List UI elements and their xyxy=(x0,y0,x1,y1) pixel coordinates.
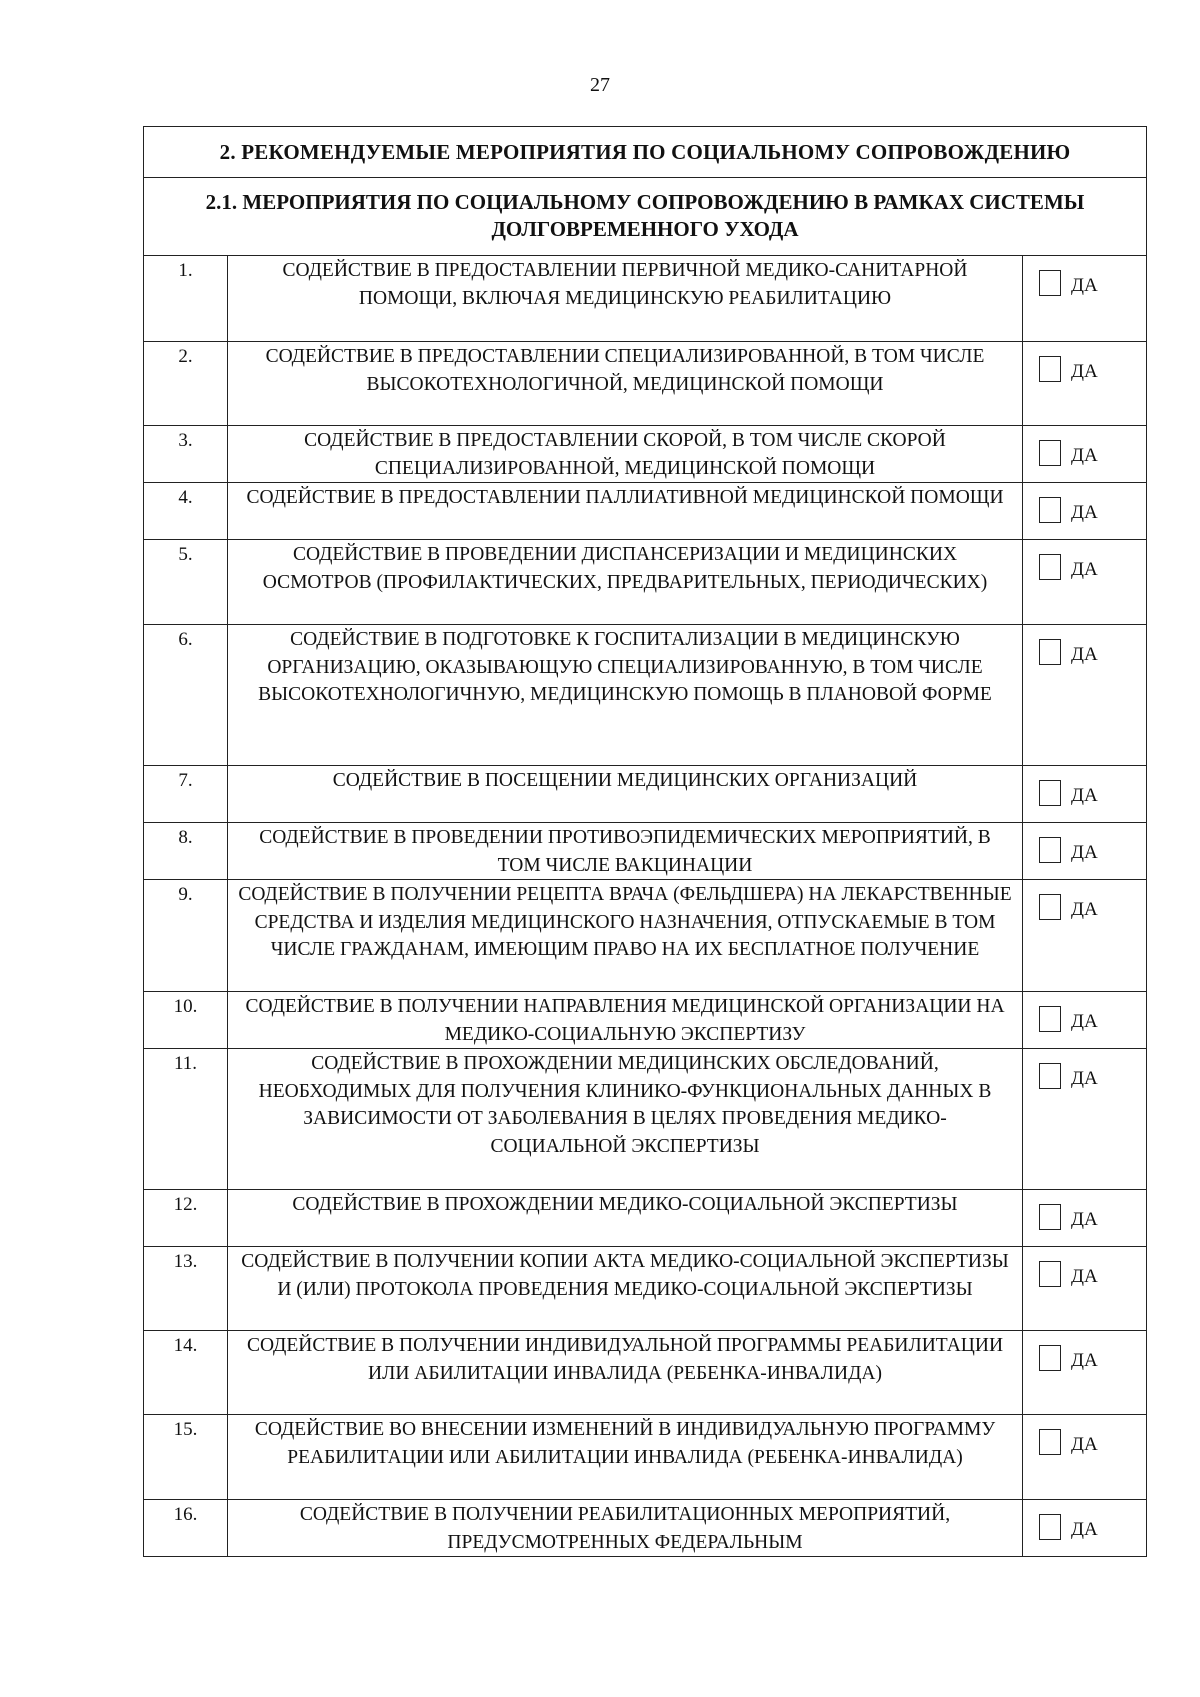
row-checkbox-cell xyxy=(1023,1190,1147,1247)
row-text: СОДЕЙСТВИЕ В ПОЛУЧЕНИИ РЕАБИЛИТАЦИОННЫХ МЕРОПРИЯТИЙ, ПРЕДУСМОТРЕННЫХ ФЕДЕРАЛЬНЫМ xyxy=(228,1500,1023,1557)
table-row xyxy=(144,766,1147,823)
yes-option[interactable] xyxy=(1023,1429,1146,1455)
table-row xyxy=(144,426,1147,483)
table-row xyxy=(144,256,1147,342)
row-checkbox-cell xyxy=(1023,1500,1147,1557)
yes-label: ДА xyxy=(1071,644,1098,665)
table-row xyxy=(144,1415,1147,1500)
yes-option[interactable] xyxy=(1023,837,1146,863)
yes-checkbox[interactable] xyxy=(1039,1514,1061,1540)
yes-label: ДА xyxy=(1071,1266,1098,1287)
row-number: 16. xyxy=(144,1500,228,1557)
row-text: СОДЕЙСТВИЕ В ПОЛУЧЕНИИ РЕЦЕПТА ВРАЧА (ФЕЛЬДШЕРА) НА ЛЕКАРСТВЕННЫЕ СРЕДСТВА И ИЗДЕЛИЯ МЕДИЦИНСКОГО НАЗНАЧЕНИЯ, ОТПУСКАЕМЫЕ В ТОМ ЧИСЛЕ ГРАЖДАНАМ, ИМЕЮЩИМ ПРАВО НА ИХ БЕСПЛАТНОЕ ПОЛУЧЕНИЕ xyxy=(228,880,1023,992)
yes-checkbox[interactable] xyxy=(1039,1063,1061,1089)
measures-table xyxy=(143,126,1147,1557)
row-checkbox-cell xyxy=(1023,625,1147,766)
yes-option[interactable] xyxy=(1023,1514,1146,1540)
table-row xyxy=(144,1190,1147,1247)
row-text: СОДЕЙСТВИЕ ВО ВНЕСЕНИИ ИЗМЕНЕНИЙ В ИНДИВИДУАЛЬНУЮ ПРОГРАММУ РЕАБИЛИТАЦИИ ИЛИ АБИЛИТАЦИИ ИНВАЛИДА (РЕБЕНКА-ИНВАЛИДА) xyxy=(228,1415,1023,1500)
yes-option[interactable] xyxy=(1023,1006,1146,1032)
yes-option[interactable] xyxy=(1023,1261,1146,1287)
row-text: СОДЕЙСТВИЕ В ПРЕДОСТАВЛЕНИИ ПАЛЛИАТИВНОЙ МЕДИЦИНСКОЙ ПОМОЩИ xyxy=(228,483,1023,540)
yes-label: ДА xyxy=(1071,1068,1098,1089)
yes-checkbox[interactable] xyxy=(1039,837,1061,863)
row-number: 8. xyxy=(144,823,228,880)
yes-checkbox[interactable] xyxy=(1039,356,1061,382)
row-text: СОДЕЙСТВИЕ В ПРОВЕДЕНИИ ПРОТИВОЭПИДЕМИЧЕСКИХ МЕРОПРИЯТИЙ, В ТОМ ЧИСЛЕ ВАКЦИНАЦИИ xyxy=(228,823,1023,880)
yes-option[interactable] xyxy=(1023,1063,1146,1089)
table-row xyxy=(144,1500,1147,1557)
row-text: СОДЕЙСТВИЕ В ПРОВЕДЕНИИ ДИСПАНСЕРИЗАЦИИ И МЕДИЦИНСКИХ ОСМОТРОВ (ПРОФИЛАКТИЧЕСКИХ, ПРЕДВАРИТЕЛЬНЫХ, ПЕРИОДИЧЕСКИХ) xyxy=(228,540,1023,625)
row-checkbox-cell xyxy=(1023,426,1147,483)
row-number: 7. xyxy=(144,766,228,823)
row-text: СОДЕЙСТВИЕ В ПОЛУЧЕНИИ КОПИИ АКТА МЕДИКО-СОЦИАЛЬНОЙ ЭКСПЕРТИЗЫ И (ИЛИ) ПРОТОКОЛА ПРОВЕДЕНИЯ МЕДИКО-СОЦИАЛЬНОЙ ЭКСПЕРТИЗЫ xyxy=(228,1247,1023,1331)
yes-checkbox[interactable] xyxy=(1039,1429,1061,1455)
row-number: 6. xyxy=(144,625,228,766)
row-number: 1. xyxy=(144,256,228,342)
yes-label: ДА xyxy=(1071,1011,1098,1032)
yes-label: ДА xyxy=(1071,275,1098,296)
row-checkbox-cell xyxy=(1023,992,1147,1049)
row-number: 15. xyxy=(144,1415,228,1500)
row-number: 4. xyxy=(144,483,228,540)
row-checkbox-cell xyxy=(1023,342,1147,426)
yes-label: ДА xyxy=(1071,842,1098,863)
row-text: СОДЕЙСТВИЕ В ПОЛУЧЕНИИ ИНДИВИДУАЛЬНОЙ ПРОГРАММЫ РЕАБИЛИТАЦИИ ИЛИ АБИЛИТАЦИИ ИНВАЛИДА (РЕБЕНКА-ИНВАЛИДА) xyxy=(228,1331,1023,1415)
yes-checkbox[interactable] xyxy=(1039,1204,1061,1230)
yes-checkbox[interactable] xyxy=(1039,1261,1061,1287)
yes-option[interactable] xyxy=(1023,497,1146,523)
table-row xyxy=(144,625,1147,766)
row-text: СОДЕЙСТВИЕ В ПОЛУЧЕНИИ НАПРАВЛЕНИЯ МЕДИЦИНСКОЙ ОРГАНИЗАЦИИ НА МЕДИКО-СОЦИАЛЬНУЮ ЭКСПЕРТИЗУ xyxy=(228,992,1023,1049)
yes-checkbox[interactable] xyxy=(1039,440,1061,466)
yes-option[interactable] xyxy=(1023,356,1146,382)
row-checkbox-cell xyxy=(1023,1049,1147,1190)
subsection-header-row xyxy=(144,178,1147,256)
row-checkbox-cell xyxy=(1023,766,1147,823)
yes-label: ДА xyxy=(1071,361,1098,382)
row-checkbox-cell xyxy=(1023,823,1147,880)
table-row xyxy=(144,1247,1147,1331)
yes-label: ДА xyxy=(1071,559,1098,580)
yes-checkbox[interactable] xyxy=(1039,780,1061,806)
row-checkbox-cell xyxy=(1023,540,1147,625)
row-checkbox-cell xyxy=(1023,1247,1147,1331)
row-number: 10. xyxy=(144,992,228,1049)
section-title: 2. РЕКОМЕНДУЕМЫЕ МЕРОПРИЯТИЯ ПО СОЦИАЛЬНОМУ СОПРОВОЖДЕНИЮ xyxy=(144,127,1147,178)
yes-label: ДА xyxy=(1071,445,1098,466)
table-row xyxy=(144,1331,1147,1415)
row-number: 14. xyxy=(144,1331,228,1415)
yes-label: ДА xyxy=(1071,1434,1098,1455)
row-text: СОДЕЙСТВИЕ В ПРОХОЖДЕНИИ МЕДИЦИНСКИХ ОБСЛЕДОВАНИЙ, НЕОБХОДИМЫХ ДЛЯ ПОЛУЧЕНИЯ КЛИНИКО-ФУНКЦИОНАЛЬНЫХ ДАННЫХ В ЗАВИСИМОСТИ ОТ ЗАБОЛЕВАНИЯ В ЦЕЛЯХ ПРОВЕДЕНИЯ МЕДИКО-СОЦИАЛЬНОЙ ЭКСПЕРТИЗЫ xyxy=(228,1049,1023,1190)
row-text: СОДЕЙСТВИЕ В ПРЕДОСТАВЛЕНИИ СПЕЦИАЛИЗИРОВАННОЙ, В ТОМ ЧИСЛЕ ВЫСОКОТЕХНОЛОГИЧНОЙ, МЕДИЦИНСКОЙ ПОМОЩИ xyxy=(228,342,1023,426)
page-number: 27 xyxy=(590,74,610,96)
row-number: 11. xyxy=(144,1049,228,1190)
table-row xyxy=(144,880,1147,992)
row-text: СОДЕЙСТВИЕ В ПРОХОЖДЕНИИ МЕДИКО-СОЦИАЛЬНОЙ ЭКСПЕРТИЗЫ xyxy=(228,1190,1023,1247)
table-row xyxy=(144,342,1147,426)
yes-option[interactable] xyxy=(1023,554,1146,580)
yes-option[interactable] xyxy=(1023,270,1146,296)
yes-label: ДА xyxy=(1071,785,1098,806)
yes-checkbox[interactable] xyxy=(1039,270,1061,296)
row-checkbox-cell xyxy=(1023,1415,1147,1500)
section-header-row xyxy=(144,127,1147,178)
yes-label: ДА xyxy=(1071,1209,1098,1230)
yes-label: ДА xyxy=(1071,1350,1098,1371)
row-number: 9. xyxy=(144,880,228,992)
row-number: 3. xyxy=(144,426,228,483)
yes-checkbox[interactable] xyxy=(1039,497,1061,523)
table-row xyxy=(144,483,1147,540)
row-checkbox-cell xyxy=(1023,880,1147,992)
row-checkbox-cell xyxy=(1023,1331,1147,1415)
row-number: 12. xyxy=(144,1190,228,1247)
subsection-title: 2.1. МЕРОПРИЯТИЯ ПО СОЦИАЛЬНОМУ СОПРОВОЖДЕНИЮ В РАМКАХ СИСТЕМЫ ДОЛГОВРЕМЕННОГО УХОДА xyxy=(144,178,1147,256)
yes-option[interactable] xyxy=(1023,894,1146,920)
yes-checkbox[interactable] xyxy=(1039,554,1061,580)
yes-option[interactable] xyxy=(1023,440,1146,466)
yes-option[interactable] xyxy=(1023,1204,1146,1230)
row-text: СОДЕЙСТВИЕ В ПОСЕЩЕНИИ МЕДИЦИНСКИХ ОРГАНИЗАЦИЙ xyxy=(228,766,1023,823)
table-row xyxy=(144,1049,1147,1190)
yes-checkbox[interactable] xyxy=(1039,1006,1061,1032)
row-checkbox-cell xyxy=(1023,256,1147,342)
yes-label: ДА xyxy=(1071,1519,1098,1540)
yes-option[interactable] xyxy=(1023,780,1146,806)
yes-label: ДА xyxy=(1071,899,1098,920)
yes-checkbox[interactable] xyxy=(1039,1345,1061,1371)
row-text: СОДЕЙСТВИЕ В ПРЕДОСТАВЛЕНИИ СКОРОЙ, В ТОМ ЧИСЛЕ СКОРОЙ СПЕЦИАЛИЗИРОВАННОЙ, МЕДИЦИНСКОЙ ПОМОЩИ xyxy=(228,426,1023,483)
table-row xyxy=(144,823,1147,880)
row-number: 13. xyxy=(144,1247,228,1331)
yes-checkbox[interactable] xyxy=(1039,894,1061,920)
yes-checkbox[interactable] xyxy=(1039,639,1061,665)
row-text: СОДЕЙСТВИЕ В ПРЕДОСТАВЛЕНИИ ПЕРВИЧНОЙ МЕДИКО-САНИТАРНОЙ ПОМОЩИ, ВКЛЮЧАЯ МЕДИЦИНСКУЮ РЕАБИЛИТАЦИЮ xyxy=(228,256,1023,342)
row-text: СОДЕЙСТВИЕ В ПОДГОТОВКЕ К ГОСПИТАЛИЗАЦИИ В МЕДИЦИНСКУЮ ОРГАНИЗАЦИЮ, ОКАЗЫВАЮЩУЮ СПЕЦИАЛИЗИРОВАННУЮ, В ТОМ ЧИСЛЕ ВЫСОКОТЕХНОЛОГИЧНУЮ, МЕДИЦИНСКУЮ ПОМОЩЬ В ПЛАНОВОЙ ФОРМЕ xyxy=(228,625,1023,766)
yes-label: ДА xyxy=(1071,502,1098,523)
yes-option[interactable] xyxy=(1023,1345,1146,1371)
row-checkbox-cell xyxy=(1023,483,1147,540)
row-number: 5. xyxy=(144,540,228,625)
table-row xyxy=(144,540,1147,625)
table-row xyxy=(144,992,1147,1049)
yes-option[interactable] xyxy=(1023,639,1146,665)
row-number: 2. xyxy=(144,342,228,426)
